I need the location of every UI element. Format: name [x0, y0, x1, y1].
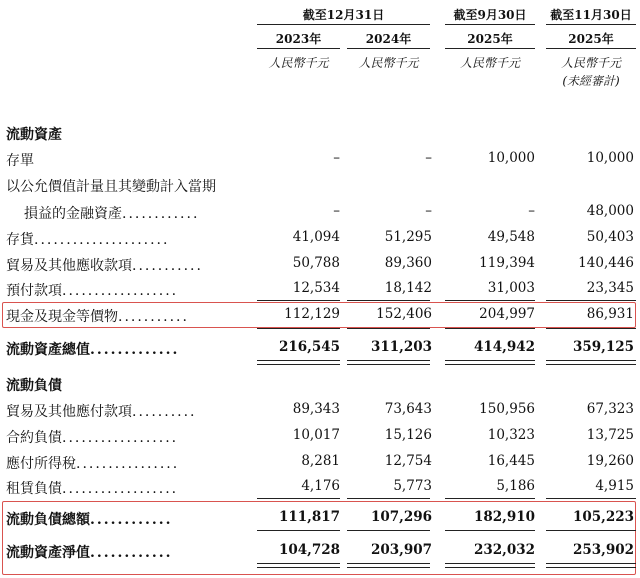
leader-dots: ..........	[132, 404, 197, 420]
value-2023: 89,343	[292, 401, 340, 417]
value-2025-nov: 253,902	[572, 542, 634, 558]
value-2023: 216,545	[278, 339, 340, 355]
leader-dots: ...........	[118, 309, 189, 325]
period-header-nov30: 截至11月30日	[550, 8, 632, 22]
value-2024: 311,203	[370, 339, 432, 355]
value-2025-sep: 150,956	[479, 401, 535, 417]
value-2024: 18,142	[384, 280, 432, 296]
section-heading-current-assets: 流動資產	[6, 127, 62, 143]
divider	[445, 328, 535, 329]
divider	[546, 328, 636, 329]
double-underline	[257, 563, 340, 568]
divider	[347, 48, 430, 49]
row-label: 流動資產總值	[6, 342, 90, 358]
divider	[257, 328, 340, 329]
divider	[257, 498, 340, 499]
value-2025-nov: 10,000	[586, 150, 634, 166]
leader-dots: ................	[76, 456, 180, 472]
value-2024: 107,296	[370, 509, 432, 525]
leader-dots: ............	[90, 512, 173, 528]
divider	[257, 48, 340, 49]
leader-dots: ..................	[62, 430, 179, 446]
value-2025-nov: 67,323	[586, 401, 634, 417]
value-2024: –	[425, 203, 432, 219]
value-2024: 89,360	[384, 255, 432, 271]
row-label: 以公允價值計量且其變動計入當期	[6, 179, 216, 195]
unit-label: 人民幣千元	[358, 56, 419, 70]
divider	[546, 48, 636, 49]
value-2023: –	[333, 203, 340, 219]
value-2025-nov: 4,915	[595, 478, 634, 494]
value-2025-sep: 16,445	[487, 453, 535, 469]
divider	[257, 300, 340, 301]
value-2025-sep: 119,394	[479, 255, 535, 271]
row-label: 貿易及其他應收款項	[6, 258, 132, 274]
value-2025-nov: 50,403	[586, 229, 634, 245]
value-2024: –	[425, 150, 432, 166]
divider	[347, 328, 430, 329]
divider	[347, 498, 430, 499]
value-2024: 152,406	[376, 306, 432, 322]
leader-dots: ..................	[62, 283, 179, 299]
value-2025-sep: 49,548	[487, 229, 535, 245]
divider	[546, 498, 636, 499]
value-2023: 41,094	[292, 229, 340, 245]
divider	[546, 300, 636, 301]
row-label: 現金及現金等價物	[6, 309, 118, 325]
section-heading-current-liabilities: 流動負債	[6, 378, 62, 394]
value-2025-sep: 414,942	[473, 339, 535, 355]
leader-dots: ............	[90, 545, 173, 561]
value-2024: 12,754	[384, 453, 432, 469]
value-2025-nov: 359,125	[572, 339, 634, 355]
value-2025-nov: 23,345	[586, 280, 634, 296]
unit-label: 人民幣千元	[560, 56, 621, 70]
row-label: 流動資產淨值	[6, 545, 90, 561]
double-underline	[347, 563, 430, 568]
row-label: 合約負債	[6, 430, 62, 446]
value-2023: 10,017	[292, 427, 340, 443]
value-2025-sep: 5,186	[496, 478, 535, 494]
value-2024: 203,907	[370, 542, 432, 558]
value-2023: 8,281	[301, 453, 340, 469]
value-2025-sep: –	[528, 203, 535, 219]
value-2023: 104,728	[278, 542, 340, 558]
divider	[445, 530, 535, 531]
value-2023: 4,176	[301, 478, 340, 494]
row-label: 預付款項	[6, 283, 62, 299]
value-2023: 12,534	[292, 280, 340, 296]
value-2024: 51,295	[384, 229, 432, 245]
divider	[546, 530, 636, 531]
value-2024: 15,126	[384, 427, 432, 443]
double-underline	[347, 360, 430, 365]
value-2025-sep: 204,997	[479, 306, 535, 322]
value-2025-sep: 10,323	[487, 427, 535, 443]
double-underline	[546, 360, 636, 365]
divider	[257, 24, 430, 25]
divider	[257, 530, 340, 531]
value-2025-nov: 13,725	[586, 427, 634, 443]
value-2025-nov: 105,223	[572, 509, 634, 525]
divider	[445, 300, 535, 301]
value-2024: 5,773	[393, 478, 432, 494]
value-2025-nov: 19,260	[586, 453, 634, 469]
value-2023: 111,817	[278, 509, 340, 525]
unaudited-note: (未經審計)	[562, 74, 620, 88]
value-2023: –	[333, 150, 340, 166]
value-2023: 50,788	[292, 255, 340, 271]
value-2025-sep: 10,000	[487, 150, 535, 166]
value-2025-nov: 86,931	[586, 306, 634, 322]
year-2024: 2024年	[365, 32, 412, 46]
unit-label: 人民幣千元	[268, 56, 329, 70]
double-underline	[546, 563, 636, 568]
row-label: 應付所得稅	[6, 456, 76, 472]
row-label: 存單	[6, 153, 34, 169]
leader-dots: ............	[122, 206, 200, 222]
divider	[546, 24, 636, 25]
double-underline	[445, 563, 535, 568]
leader-dots: .....................	[34, 232, 170, 248]
divider	[347, 300, 430, 301]
value-2025-nov: 140,446	[578, 255, 634, 271]
leader-dots: ...........	[132, 258, 203, 274]
leader-dots: ..................	[62, 481, 179, 497]
row-label: 存貨	[6, 232, 34, 248]
leader-dots: .............	[90, 342, 180, 358]
divider	[347, 530, 430, 531]
value-2023: 112,129	[284, 306, 340, 322]
value-2024: 73,643	[384, 401, 432, 417]
row-label: 貿易及其他應付款項	[6, 404, 132, 420]
year-2023: 2023年	[275, 32, 322, 46]
period-header-dec31: 截至12月31日	[302, 8, 385, 22]
divider	[445, 24, 535, 25]
year-2025-sep: 2025年	[467, 32, 513, 46]
value-2025-sep: 31,003	[487, 280, 535, 296]
row-label: 流動負債總額	[6, 512, 90, 528]
divider	[445, 48, 535, 49]
row-label: 損益的金融資產	[24, 206, 122, 222]
value-2025-sep: 182,910	[473, 509, 535, 525]
double-underline	[445, 360, 535, 365]
value-2025-sep: 232,032	[473, 542, 535, 558]
year-2025-nov: 2025年	[568, 32, 614, 46]
divider	[445, 498, 535, 499]
double-underline	[257, 360, 340, 365]
row-label: 租賃負債	[6, 481, 62, 497]
value-2025-nov: 48,000	[586, 203, 634, 219]
period-header-sep30: 截至9月30日	[453, 8, 527, 22]
unit-label: 人民幣千元	[459, 56, 520, 70]
